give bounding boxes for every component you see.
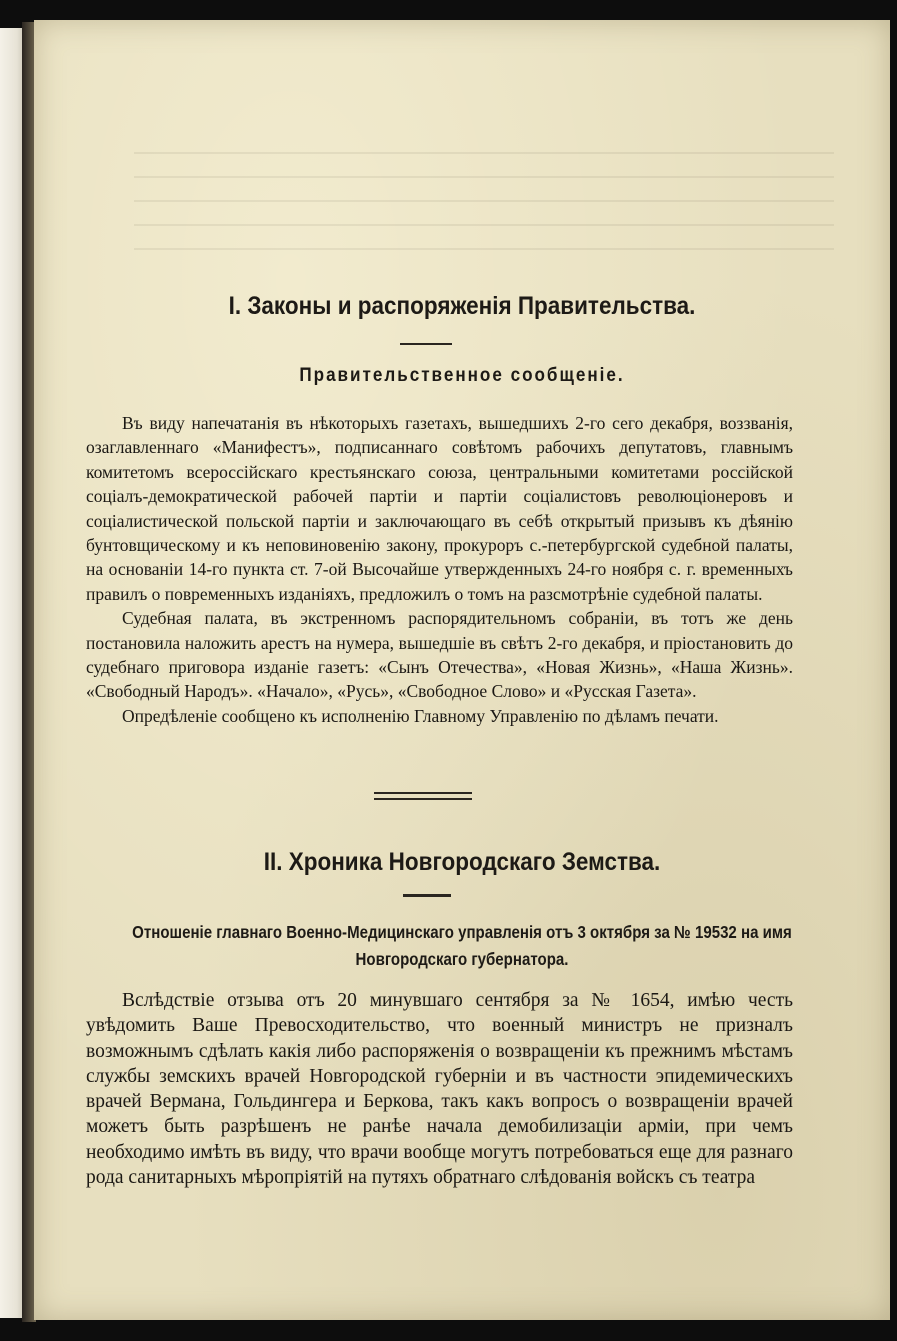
section-2-subheading-line-2: Новгородскаго губернатора. (355, 949, 569, 969)
section-1-divider (400, 343, 452, 345)
section-1-body (86, 411, 793, 728)
section-2-subheading-line-1: Отношеніе главнаго Военно-Медицинскаго управленія отъ 3 октября за № 19532 на имя (132, 922, 792, 942)
section-2-heading: II. Хроника Новгородскаго Земства. (263, 848, 661, 876)
section-1-heading: I. Законы и распоряженія Правительства. (228, 292, 696, 320)
section-2-body (86, 988, 793, 1190)
section-separator-bottom (374, 798, 472, 800)
section-1-paragraph-1: Въ виду напечатанія въ нѣкоторыхъ газетахъ, вышедшихъ 2-го сего декабря, воззванія, озаглавленнаго «Манифестъ», подписаннаго совѣтомъ рабочихъ депутатовъ, главнымъ комитетомъ всероссійскаго крестьянскаго союза, центральными комитетами россійской соціалъ-демократической рабочей партіи и партіи соціалистовъ революціонеровъ и соціалистической польской партіи и заключающаго въ себѣ открытый призывъ къ дѣянію бунтовщическому и къ неповиновенію закону, прокуроръ с.-петербургской судебной палаты, на основаніи 14-го пункта ст. 7-ой Высочайше утвержденныхъ 24-го ноября с. г. временныхъ правилъ о повременныхъ изданіяхъ, предложилъ о томъ на разсмотрѣніе судебной палаты. (86, 413, 793, 604)
bleed-through-texture (134, 130, 834, 290)
section-2-paragraph: Вслѣдствіе отзыва отъ 20 минувшаго сентября за № 1654, имѣю честь увѣдомить Ваше Превосходительство, что военный министръ не призналъ возможнымъ сдѣлать какія либо распоряженія о возвращеніи къ прежнимъ мѣстамъ службы земскихъ врачей Новгородской губерніи и въ частности эпидемическихъ врачей Вермана, Гольдингера и Беркова, такъ какъ вопросъ о возвращеніи врачей можетъ быть разрѣшенъ не ранѣе начала демобилизаціи арміи, при чемъ необходимо имѣть въ виду, что врачи вообще могутъ потребоваться еще для разнаго рода санитарныхъ мѣропріятій на путяхъ обратнаго слѣдованія войскъ съ театра (86, 990, 793, 1189)
section-1-paragraph-3: Опредѣленіе сообщено къ исполненію Главному Управленію по дѣламъ печати. (122, 705, 719, 726)
section-1-paragraph-2: Судебная палата, въ экстренномъ распорядительномъ собраніи, въ тотъ же день постановила наложить арестъ на нумера, вышедшіе въ свѣтъ 2-го декабря, и пріостановить до судебнаго приговора изданіе газетъ: «Сынъ Отечества», «Новая Жизнь», «Наша Жизнь». «Свободный Народъ». «Начало», «Русь», «Свободное Слово» и «Русская Газета». (86, 608, 793, 702)
section-2-divider (403, 894, 451, 897)
section-separator-top (374, 792, 472, 794)
section-1-subheading: Правительственное сообщеніе. (299, 365, 625, 386)
document-page (34, 20, 890, 1320)
binding-edge (0, 28, 24, 1318)
